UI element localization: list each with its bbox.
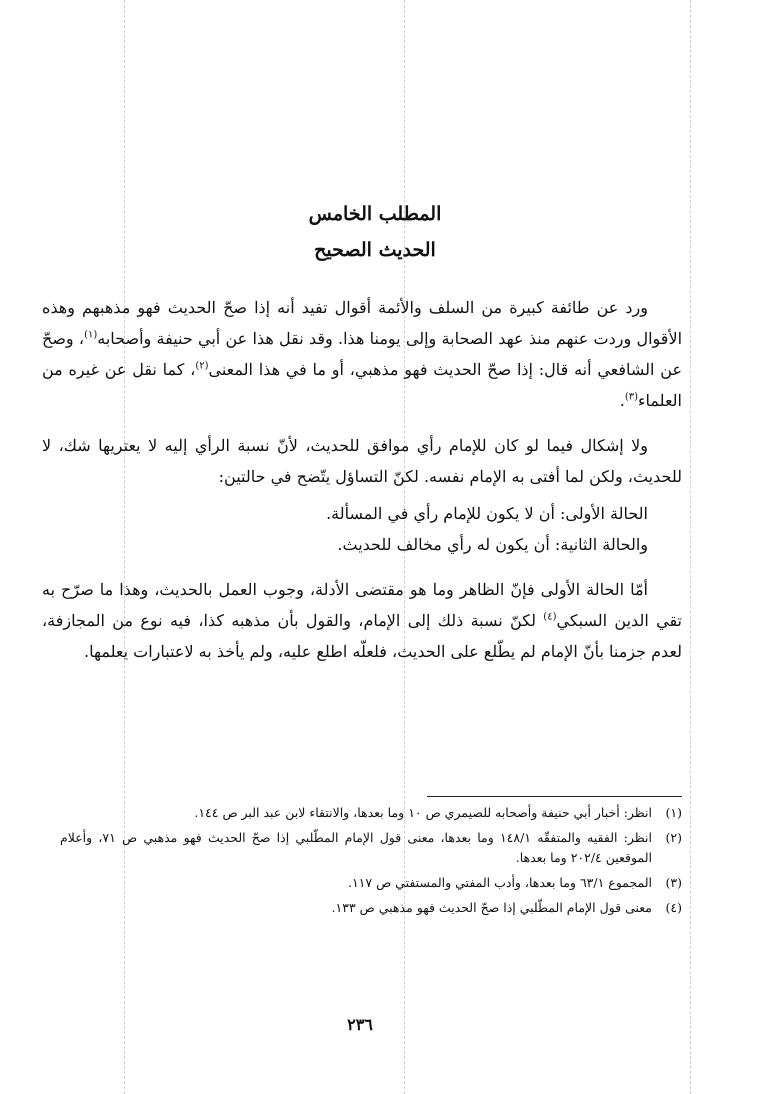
page-number: ٢٣٦ [347, 1015, 373, 1034]
paragraph-2: ولا إشكال فيما لو كان للإمام رأي موافق للحديث، لأنّ نسبة الرأي إليه لا يعتريها شك، لا للحديث، ولكن لما أفتى به الإمام نفسه. لكنّ التساؤل يتّضح في حالتين: [42, 436, 682, 486]
paragraph-1-text-3: ، كما نقل عن غيره من العلماء [42, 360, 682, 410]
paragraph-3 [42, 574, 682, 667]
footnotes [60, 803, 682, 923]
footnote-ref-2: (٢) [195, 360, 209, 372]
footnote-2 [60, 828, 682, 868]
main-body [42, 292, 682, 681]
paragraph-1 [42, 292, 682, 416]
footnote-ref-4: (٤) [543, 611, 557, 623]
footnote-1 [60, 803, 682, 823]
footnote-ref-1: (١) [84, 329, 98, 341]
footnote-text: انظر: الفقيه والمتفقّه ١٤٨/١ وما بعدها، معنى قول الإمام المطّلبي إذا صحّ الحديث فهو مذهبي ص ٧١، وأعلام الموقعين ٢٠٢/٤ وما بعدها. [60, 830, 652, 865]
footnote-number: (٤) [665, 900, 682, 915]
scan-artifact-line [690, 0, 691, 1094]
paragraph-1-text-2: ، وصحّ عن الشافعي أنه قال: إذا صحّ الحديث فهو مذهبي، أو ما في هذا المعنى [42, 329, 682, 379]
paragraph-1-text-4: . [619, 391, 625, 410]
case-2: والحالة الثانية: أن يكون له رأي مخالف للحديث. [337, 535, 648, 554]
footnote-text: المجموع ٦٣/١ وما بعدها، وأدب المفتي والمستفتي ص ١١٧. [347, 875, 652, 890]
section-label: المطلب الخامس [308, 203, 442, 225]
footnote-text: انظر: أخبار أبي حنيفة وأصحابه للصيمري ص ١٠ وما بعدها، والانتقاء لابن عبد البر ص ١٤٤. [194, 805, 652, 820]
footnote-4 [60, 898, 682, 918]
footnote-number: (٣) [665, 875, 682, 890]
section-headings [150, 196, 600, 268]
paragraph-3-text-2: لكنّ نسبة ذلك إلى الإمام، والقول بأن مذهبه كذا، فيه نوع من المجازفة، لعدم جزمنا بأنّ الإمام لم يطّلع على الحديث، فلعلّه اطلع عليه، ولم يأخذ به لاعتبارات يعلمها. [42, 611, 682, 661]
footnote-ref-3: (٣) [624, 391, 639, 403]
section-title: الحديث الصحيح [314, 239, 436, 261]
paragraph-1-text: ورد عن طائفة كبيرة من السلف والأئمة أقوال تفيد أنه إذا صحّ الحديث فهو مذهبهم وهذه الأقوال وردت عنهم منذ عهد الصحابة وإلى يومنا هذا. وقد نقل هذا عن أبي حنيفة وأصحابه [42, 298, 683, 348]
footnote-text: معنى قول الإمام المطّلبي إذا صحّ الحديث فهو مذهبي ص ١٣٣. [331, 900, 652, 915]
footnote-number: (١) [665, 805, 682, 820]
footnote-separator [427, 796, 682, 797]
paragraph-3-text: أمّا الحالة الأولى فإنّ الظاهر وما هو مقتضى الأدلة، وجوب العمل بالحديث، وهذا ما صرّح به تقي الدين السبكي [42, 580, 683, 630]
case-1: الحالة الأولى: أن لا يكون للإمام رأي في المسألة. [326, 504, 648, 523]
cases-list [42, 498, 682, 560]
footnote-number: (٢) [665, 830, 682, 845]
footnote-3 [60, 873, 682, 893]
